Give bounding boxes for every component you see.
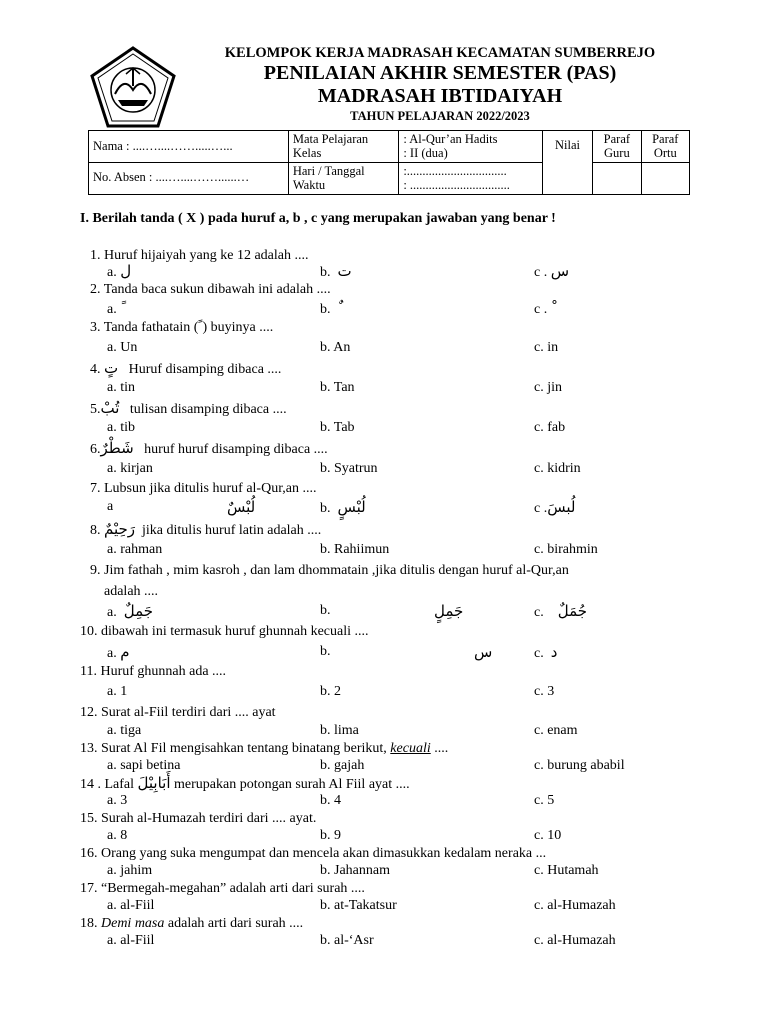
option-1a[interactable]: a. ل [107,262,132,280]
option-4c[interactable]: c. jin [534,380,562,395]
option-8b[interactable]: b. Rahiimun [320,542,390,557]
option-9a[interactable]: a. جَمِلٌ [107,602,154,620]
option-16b[interactable]: b. Jahannam [320,863,390,878]
option-3a[interactable]: a. Un [107,340,138,355]
question-2: 2. Tanda baca sukun dibawah ini adalah .... [90,282,331,297]
option-10c[interactable]: c. د [534,643,558,661]
question-5: 5.تُبْ tulisan disamping dibaca .... [90,399,287,417]
option-6a[interactable]: a. kirjan [107,461,153,476]
option-6b[interactable]: b. Syatrun [320,461,378,476]
hari-labels [288,162,398,194]
nilai-box: Nilai [542,131,592,195]
mapel-values [399,131,543,163]
question-7: 7. Lubsun jika ditulis huruf al-Qur,an .... [90,481,317,496]
hari-label: Hari / Tanggal [292,163,365,178]
option-15b[interactable]: b. 9 [320,828,341,843]
option-12a[interactable]: a. tiga [107,723,142,738]
option-15c[interactable]: c. 10 [534,828,562,843]
option-3b[interactable]: b. An [320,340,351,355]
header-line-1: KELOMPOK KERJA MADRASAH KECAMATAN SUMBERREJO [224,45,656,61]
option-3c[interactable]: c. in [534,340,559,355]
question-8: 8. رَحِيْمٌ jika ditulis huruf latin adalah .... [90,520,322,538]
absen-field[interactable]: No. Absen : ....…....……......… [89,162,289,194]
mapel-value: : Al-Qur’an Hadits [403,132,498,146]
question-13: 13. Surat Al Fil mengisahkan tentang binatang berikut, kecuali .... [80,741,449,756]
option-17a[interactable]: a. al-Fiil [107,898,155,913]
option-1b[interactable]: b. ت [320,262,352,280]
option-13c[interactable]: c. burung ababil [534,758,625,773]
question-15: 15. Surah al-Humazah terdiri dari .... ayat. [80,811,317,826]
option-5c[interactable]: c. fab [534,420,566,435]
hari-values [399,162,543,194]
option-11b[interactable]: b. 2 [320,684,341,699]
option-7b[interactable]: b. لُبْسٍ [320,498,366,516]
option-7a[interactable]: a لُبْسٌ [107,498,256,516]
option-14b[interactable]: b. 4 [320,793,341,808]
option-14c[interactable]: c. 5 [534,793,555,808]
option-1c[interactable]: c . س [534,262,570,280]
option-8a[interactable]: a. rahman [107,542,163,557]
option-10a[interactable]: a. م [107,643,130,661]
option-12c[interactable]: c. enam [534,723,578,738]
option-14a[interactable]: a. 3 [107,793,128,808]
paraf-guru-sign[interactable] [593,162,641,194]
kelas-label: Kelas [292,146,322,161]
option-17c[interactable]: c. al-Humazah [534,898,616,913]
option-8c[interactable]: c. birahmin [534,542,598,557]
question-9: 9. Jim fathah , mim kasroh , dan lam dhommatain ,jika ditulis dengan huruf al-Qur,an [90,563,569,578]
question-6: 6.شَطْرٌ huruf huruf disamping dibaca .... [90,439,328,457]
question-4: 4. تٍ Huruf disamping dibaca .... [90,359,282,377]
question-16: 16. Orang yang suka mengumpat dan mencela akan dimasukkan kedalam neraka ... [80,846,547,861]
option-17b[interactable]: b. at-Takatsur [320,898,397,913]
option-16c[interactable]: c. Hutamah [534,863,599,878]
option-13a[interactable]: a. sapi betina [107,758,181,773]
question-11: 11. Huruf ghunnah ada .... [80,664,227,679]
option-2a[interactable]: a. [107,302,117,317]
option-12b[interactable]: b. lima [320,723,359,738]
option-13b[interactable]: b. gajah [320,758,365,773]
header-year: TAHUN PELAJARAN 2022/2023 [350,109,530,123]
question-17: 17. “Bermegah-megahan” adalah arti dari surah .... [80,881,365,896]
nama-field[interactable]: Nama : ....…....…….....…... [89,131,289,163]
question-18: 18. Demi masa adalah arti dari surah .... [80,916,304,931]
question-3: 3. Tanda fathatain ( ً) buyinya .... [90,320,274,335]
option-5b[interactable]: b. Tab [320,420,355,435]
question-14: 14 . Lafal أَبَابِيْلَ merupakan potongan surah Al Fiil ayat .... [80,774,410,792]
paraf-guru-box: Paraf Guru [593,131,641,163]
option-5a[interactable]: a. tib [107,420,135,435]
paraf-ortu-box: Paraf Ortu [641,131,689,163]
question-12: 12. Surat al-Fiil terdiri dari .... ayat [80,705,276,720]
hari-value[interactable]: :................................ [403,163,507,178]
option-7c[interactable]: c .لُبسَ [534,498,576,516]
option-16a[interactable]: a. jahim [107,863,153,878]
waktu-label: Waktu [292,178,326,193]
option-18b[interactable]: b. al-‘Asr [320,933,374,948]
option-9b[interactable]: b. جَمِلٍ [320,602,464,620]
question-10: 10. dibawah ini termasuk huruf ghunnah kecuali .... [80,624,369,639]
kelas-value: : II (dua) [403,146,448,161]
option-11a[interactable]: a. 1 [107,684,128,699]
waktu-value[interactable]: : ................................ [403,178,510,193]
question-9-line2: adalah .... [104,584,159,599]
header-title: PENILAIAN AKHIR SEMESTER (PAS) [263,62,617,84]
header-subtitle: MADRASAH IBTIDAIYAH [317,85,563,107]
madrasah-logo [88,46,178,130]
option-10b[interactable]: b. س [320,643,493,661]
mapel-label: Mata Pelajaran [292,132,369,146]
option-4a[interactable]: a. tin [107,380,135,395]
question-1: 1. Huruf hijaiyah yang ke 12 adalah .... [90,248,309,263]
paraf-ortu-sign[interactable] [641,162,689,194]
mapel-labels [288,131,398,163]
option-6c[interactable]: c. kidrin [534,461,581,476]
option-4b[interactable]: b. Tan [320,380,355,395]
option-15a[interactable]: a. 8 [107,828,128,843]
instruction: I. Berilah tanda ( X ) pada huruf a, b , c yang merupakan jawaban yang benar ! [80,211,556,226]
option-18a[interactable]: a. al-Fiil [107,933,155,948]
option-9c[interactable]: c. جُمَلٌ [534,602,588,620]
option-18c[interactable]: c. al-Humazah [534,933,616,948]
option-2c[interactable]: c . [534,302,548,317]
option-2b[interactable]: b. [320,302,331,317]
option-11c[interactable]: c. 3 [534,684,555,699]
identity-table [88,130,690,195]
